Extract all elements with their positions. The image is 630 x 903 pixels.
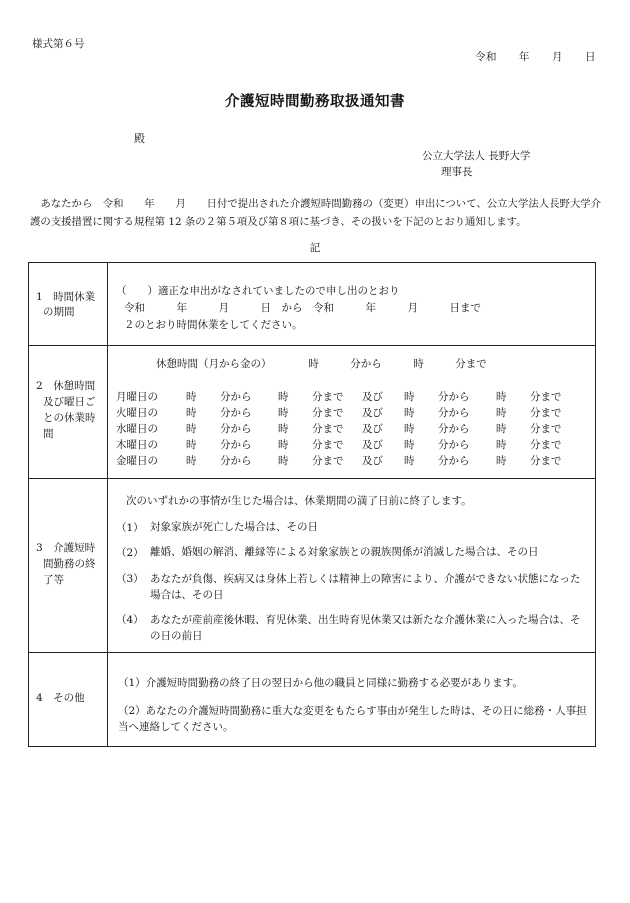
section-3-content <box>108 479 595 652</box>
section-1-content <box>108 263 595 345</box>
item-number: （1） <box>116 522 144 534</box>
weekday-label: 木曜日の <box>116 439 158 451</box>
section-1-row <box>29 263 595 345</box>
section-3-lead: 次のいずれかの事情が生じた場合は、休業期間の満了日前に終了します。 <box>126 495 472 507</box>
section-2-row <box>29 345 595 478</box>
section-2-label-line: 2 休憩時間 <box>36 380 96 392</box>
section-3-label <box>29 479 108 652</box>
time-unit: 及び <box>362 423 383 435</box>
signatory-title: 理事長 <box>441 166 473 178</box>
section-3-row <box>29 478 595 652</box>
section-2-label-line: 間 <box>43 428 54 440</box>
weekday-row <box>116 405 580 420</box>
time-unit: 及び <box>362 391 383 403</box>
organization-name: 公立大学法人 長野大学 <box>422 150 531 162</box>
time-unit: 時 <box>278 391 289 403</box>
time-unit: 分から <box>438 455 470 467</box>
time-unit: 時 <box>186 407 197 419</box>
time-unit: 分から <box>220 439 252 451</box>
time-unit: 時 <box>278 439 289 451</box>
section-2-label-line: との休業時 <box>43 412 96 424</box>
section-3-label-line: 間勤務の終 <box>43 558 96 570</box>
weekday-row <box>116 453 580 468</box>
section-1-line: （ ）適正な申出がなされていましたので申し出のとおり <box>116 285 400 297</box>
weekday-label: 火曜日の <box>116 407 158 419</box>
time-unit: 分まで <box>530 439 562 451</box>
section-2-label-line: 及び曜日ご <box>43 396 96 408</box>
time-unit: 分から <box>220 407 252 419</box>
section-4-label-line: 4 その他 <box>36 692 85 704</box>
time-unit: 分から <box>438 407 470 419</box>
section-1-line: 令和 年 月 日 から 令和 年 月 日まで <box>124 302 481 314</box>
issue-date: 令和 年 月 日 <box>475 51 596 63</box>
break-time-line: 休憩時間（月から金の） 時 分から 時 分まで <box>156 358 487 370</box>
time-unit: 分から <box>438 439 470 451</box>
time-unit: 分まで <box>312 439 344 451</box>
section-1-label-line: 1 時間休業 <box>36 291 96 303</box>
time-unit: 及び <box>362 439 383 451</box>
section-1-line: ２のとおり時間休業をしてください。 <box>124 319 303 331</box>
time-unit: 分まで <box>312 455 344 467</box>
time-unit: 分から <box>220 423 252 435</box>
weekday-label: 金曜日の <box>116 455 158 467</box>
time-unit: 時 <box>496 423 507 435</box>
time-unit: 分から <box>438 423 470 435</box>
time-unit: 分まで <box>530 407 562 419</box>
section-4-content <box>108 653 595 746</box>
weekday-row <box>116 389 580 404</box>
item-number: （3） <box>116 573 144 585</box>
section-3-label-line: 3 介護短時 <box>36 542 96 554</box>
time-unit: 分まで <box>530 455 562 467</box>
time-unit: 時 <box>404 439 415 451</box>
section-4-row <box>29 652 595 746</box>
notice-table <box>28 262 596 747</box>
time-unit: 時 <box>278 423 289 435</box>
addressee-honorific: 殿 <box>134 132 145 145</box>
section-2-label <box>29 346 108 478</box>
time-unit: 分まで <box>312 423 344 435</box>
time-unit: 時 <box>278 407 289 419</box>
time-unit: 時 <box>186 455 197 467</box>
intro-paragraph: あなたから 令和 年 月 日付で提出された介護短時間勤務の（変更）申出について、公立大学法人長野大学介護の支援措置に関する規程第 12 条の２第５項及び第８項に基づき、その扱いを下記のとおり通知します。 <box>30 198 602 228</box>
time-unit: 時 <box>404 455 415 467</box>
time-unit: 時 <box>404 407 415 419</box>
time-unit: 時 <box>278 455 289 467</box>
end-condition-item: 離婚、婚姻の解消、離縁等による対象家族との親族関係が消滅した場合は、その日 <box>150 546 539 558</box>
time-unit: 時 <box>186 391 197 403</box>
document-title: 介護短時間勤務取扱通知書 <box>225 93 405 110</box>
section-2-content <box>108 346 595 478</box>
time-unit: 分から <box>438 391 470 403</box>
time-unit: 時 <box>186 439 197 451</box>
section-1-label-line: の期間 <box>43 306 75 318</box>
time-unit: 分まで <box>530 423 562 435</box>
time-unit: 分まで <box>312 407 344 419</box>
time-unit: 時 <box>404 423 415 435</box>
section-4-label <box>29 653 108 746</box>
end-condition-item: あなたが負傷、疾病又は身体上若しくは精神上の障害により、介護ができない状態になった場合は、その日 <box>150 573 581 601</box>
time-unit: 時 <box>186 423 197 435</box>
time-unit: 分まで <box>530 391 562 403</box>
end-condition-item: あなたが産前産後休暇、育児休業、出生時育児休業又は新たな介護休業に入った場合は、その日の前日 <box>150 614 581 642</box>
weekday-row <box>116 437 580 452</box>
time-unit: 及び <box>362 455 383 467</box>
weekday-label: 水曜日の <box>116 423 158 435</box>
item-number: （4） <box>116 614 144 626</box>
other-note: （2）あなたの介護短時間勤務に重大な変更をもたらす事由が発生した時は、その日に総務・人事担当へ連絡してください。 <box>118 705 587 733</box>
weekday-row <box>116 421 580 436</box>
weekday-label: 月曜日の <box>116 391 158 403</box>
end-condition-item: 対象家族が死亡した場合は、その日 <box>150 521 318 533</box>
time-unit: 時 <box>496 407 507 419</box>
time-unit: 分まで <box>312 391 344 403</box>
item-number: （2） <box>116 547 144 559</box>
time-unit: 時 <box>496 439 507 451</box>
form-number: 様式第６号 <box>32 38 85 50</box>
time-unit: 時 <box>496 391 507 403</box>
other-note: （1）介護短時間勤務の終了日の翌日から他の職員と同様に勤務する必要があります。 <box>118 677 523 689</box>
section-3-label-line: 了等 <box>43 574 64 586</box>
ki-heading: 記 <box>309 242 321 254</box>
time-unit: 及び <box>362 407 383 419</box>
time-unit: 時 <box>496 455 507 467</box>
time-unit: 時 <box>404 391 415 403</box>
time-unit: 分から <box>220 391 252 403</box>
section-1-label <box>29 263 108 345</box>
time-unit: 分から <box>220 455 252 467</box>
